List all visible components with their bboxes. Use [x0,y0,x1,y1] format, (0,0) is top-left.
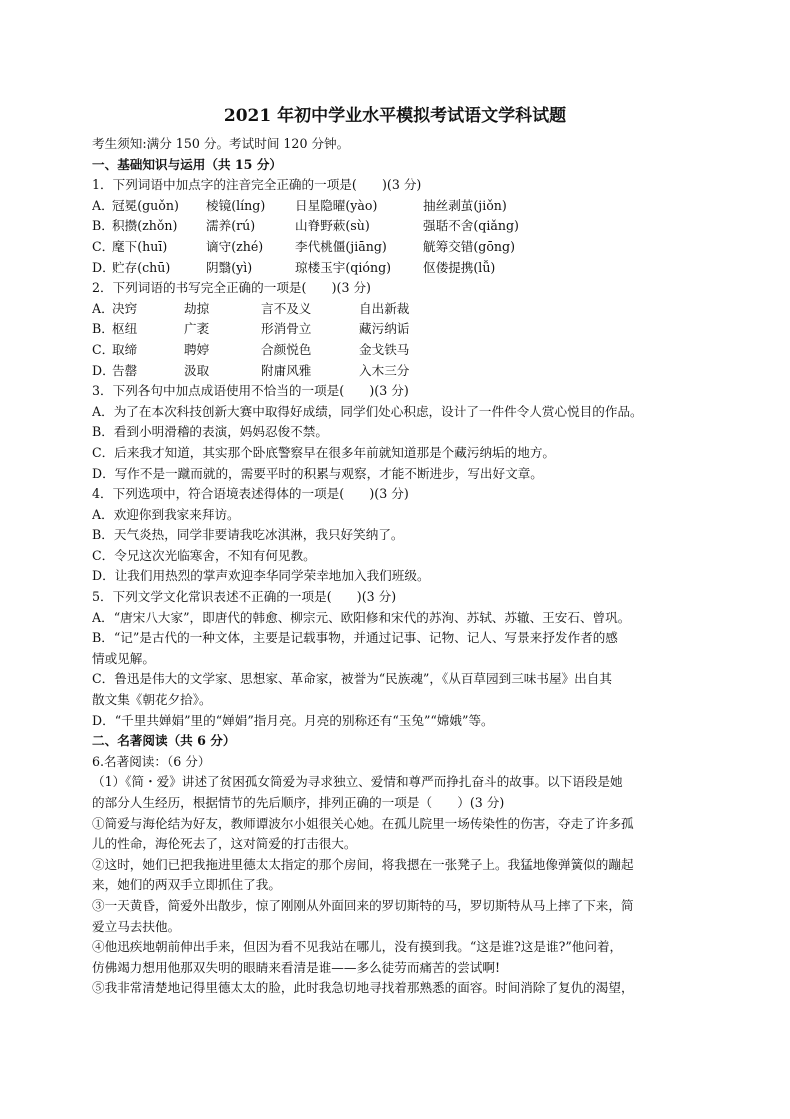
option-label: B． [92,218,114,234]
option-label: A． [92,300,114,316]
question-stem: 3．下列各句中加点成语使用不恰当的一项是( )(3 分) [92,383,409,399]
option-word: 自出新裁 [359,300,410,316]
option-line: D．让我们用热烈的掌声欢迎李华同学荣幸地加入我们班级。 [92,568,430,584]
option-label: B． [92,321,114,337]
option-row [92,258,698,279]
option-word: 附庸风雅 [261,362,312,378]
option-word: 言不及义 [261,300,312,316]
passage-line: ①简爱与海伦结为好友，教师谭波尔小姐很关心她。在孤儿院里一场传染性的伤害，夺走了许多孤 [92,815,634,831]
question-stem: 1．下列词语中加点字的注音完全正确的一项是( )(3 分) [92,177,422,193]
option-line: B．“记”是古代的一种文体，主要是记载事物，并通过记事、记物、记人、写景来抒发作者的感 [92,630,618,646]
option-word: 金戈铁马 [359,341,410,357]
section-heading: 二、名著阅读（共 6 分） [92,733,236,749]
option-word: 决窍 [112,300,138,316]
question-stem: 2．下列词语的书写完全正确的一项是( )(3 分) [92,280,371,296]
option-line: B．看到小明滑稽的表演，妈妈忍俊不禁。 [92,424,328,440]
option-label: A． [92,197,114,213]
passage-line: （1）《简・爱》讲述了贫困孤女简爱为寻求独立、爱情和尊严而挣扎奋斗的故事。以下语段是她 [92,774,623,790]
option-word: 形消骨立 [261,321,312,337]
option-word: 藏污纳诟 [359,321,410,337]
option-line: B．天气炎热，同学非要请我吃冰淇淋，我只好笑纳了。 [92,527,404,543]
option-word: 聘婷 [184,341,210,357]
option-label: C． [92,341,115,357]
option-word: 合颜悦色 [261,341,312,357]
option-row [92,340,698,361]
option-label: D． [92,259,115,275]
option-word: 贮存(chū) [112,259,171,275]
option-word: 劫掠 [184,300,210,316]
option-line: 情或见解。 [92,650,155,666]
passage-line: ②这时，她们已把我拖进里德太太指定的那个房间，将我摁在一张凳子上。我猛地像弹簧似的蹦起 [92,856,634,872]
option-word: 日星隐曜(yào) [295,197,378,213]
option-line: A．欢迎你到我家来拜访。 [92,506,240,522]
option-row [92,196,698,217]
option-word: 冠冕(guǒn) [112,197,179,213]
option-line: A．“唐宋八大家”，即唐代的韩愈、柳宗元、欧阳修和宋代的苏洵、苏轼、苏辙、王安石、曾巩。 [92,609,631,625]
exam-title: 2021 年初中学业水平模拟考试语文学科试题 [223,106,567,126]
passage-line: 来，她们的两双手立即抓住了我。 [92,877,281,893]
option-line: C．鲁迅是伟大的文学家、思想家、革命家，被誉为“民族魂”，《从百草园到三味书屋》出自其 [92,671,612,687]
option-word: 枢纽 [112,321,138,337]
passage-line: ③一天黄昏，简爱外出散步，惊了刚刚从外面回来的罗切斯特的马，罗切斯特从马上摔了下来，简 [92,897,634,913]
option-word: 麾下(huī) [112,238,168,254]
question-stem: 6.名著阅读：（6 分） [92,753,211,769]
passage-line: ④他迅疾地朝前伸出手来，但因为看不见我站在哪儿，没有摸到我。“这是谁?这是谁?”他问着， [92,939,623,955]
option-row [92,237,698,258]
option-word: 山脊野蔌(sù) [295,218,370,234]
option-word: 谪守(zhé) [206,238,264,254]
option-label: D． [92,362,115,378]
option-line: C．后来我才知道，其实那个卧底警察早在很多年前就知道那是个藏污纳垢的地方。 [92,444,556,460]
option-word: 觥筹交错(gōng) [423,238,516,254]
option-line: A．为了在本次科技创新大赛中取得好成绩，同学们处心积虑，设计了一件件令人赏心悦目的作品。 [92,403,643,419]
option-row [92,319,698,340]
option-word: 强聒不舍(qiǎng) [423,218,519,234]
option-row [92,216,698,237]
option-word: 取缔 [112,341,138,357]
option-word: 广袤 [184,321,210,337]
option-line: C．令兄这次光临寒舍，不知有何见教。 [92,547,316,563]
question-stem: 5．下列文学文化常识表述不正确的一项是( )(3 分) [92,589,397,605]
option-word: 李代桃僵(jiāng) [295,238,387,254]
passage-line: 仿佛竭力想用他那双失明的眼睛来看清是谁——多么徒劳而痛苦的尝试啊! [92,959,501,975]
option-line: D．“千里共婵娟”里的“婵娟”指月亮。月亮的别称还有“玉兔”“嫦娥”等。 [92,712,494,728]
passage-line: 儿的性命，海伦死去了，这对简爱的打击很大。 [92,836,357,852]
option-label: C． [92,238,115,254]
option-word: 濡养(rú) [206,218,256,234]
option-row [92,361,698,382]
exam-body [92,134,698,999]
option-word: 棱镜(líng) [206,197,266,213]
option-word: 伛偻提携(lǚ) [423,259,496,275]
option-line: D．写作不是一蹴而就的，需要平时的积累与观察，才能不断进步，写出好文章。 [92,465,543,481]
option-word: 汲取 [184,362,210,378]
option-word: 积攒(zhǒn) [112,218,178,234]
option-word: 阴翳(yì) [206,259,253,275]
exam-notice: 考生须知:满分 150 分。考试时间 120 分钟。 [92,136,350,151]
option-line: 散文集《朝花夕拾》。 [92,692,212,708]
question-stem: 4．下列选项中，符合语境表述得体的一项是( )(3 分) [92,486,409,502]
section-heading: 一、基础知识与运用（共 15 分） [92,156,283,172]
option-word: 告罄 [112,362,138,378]
option-word: 入木三分 [359,362,410,378]
passage-line: ⑤我非常清楚地记得里德太太的脸，此时我急切地寻找着那熟悉的面容。时间消除了复仇的渴望， [92,980,634,996]
passage-line: 的部分人生经历，根据情节的先后顺序，排列正确的一项是（ ）(3 分) [92,795,505,810]
option-word: 抽丝剥茧(jiǒn) [423,197,507,213]
option-word: 琼楼玉宇(qióng) [295,259,392,275]
passage-line: 爱立马去扶他。 [92,918,181,934]
option-row [92,299,698,320]
